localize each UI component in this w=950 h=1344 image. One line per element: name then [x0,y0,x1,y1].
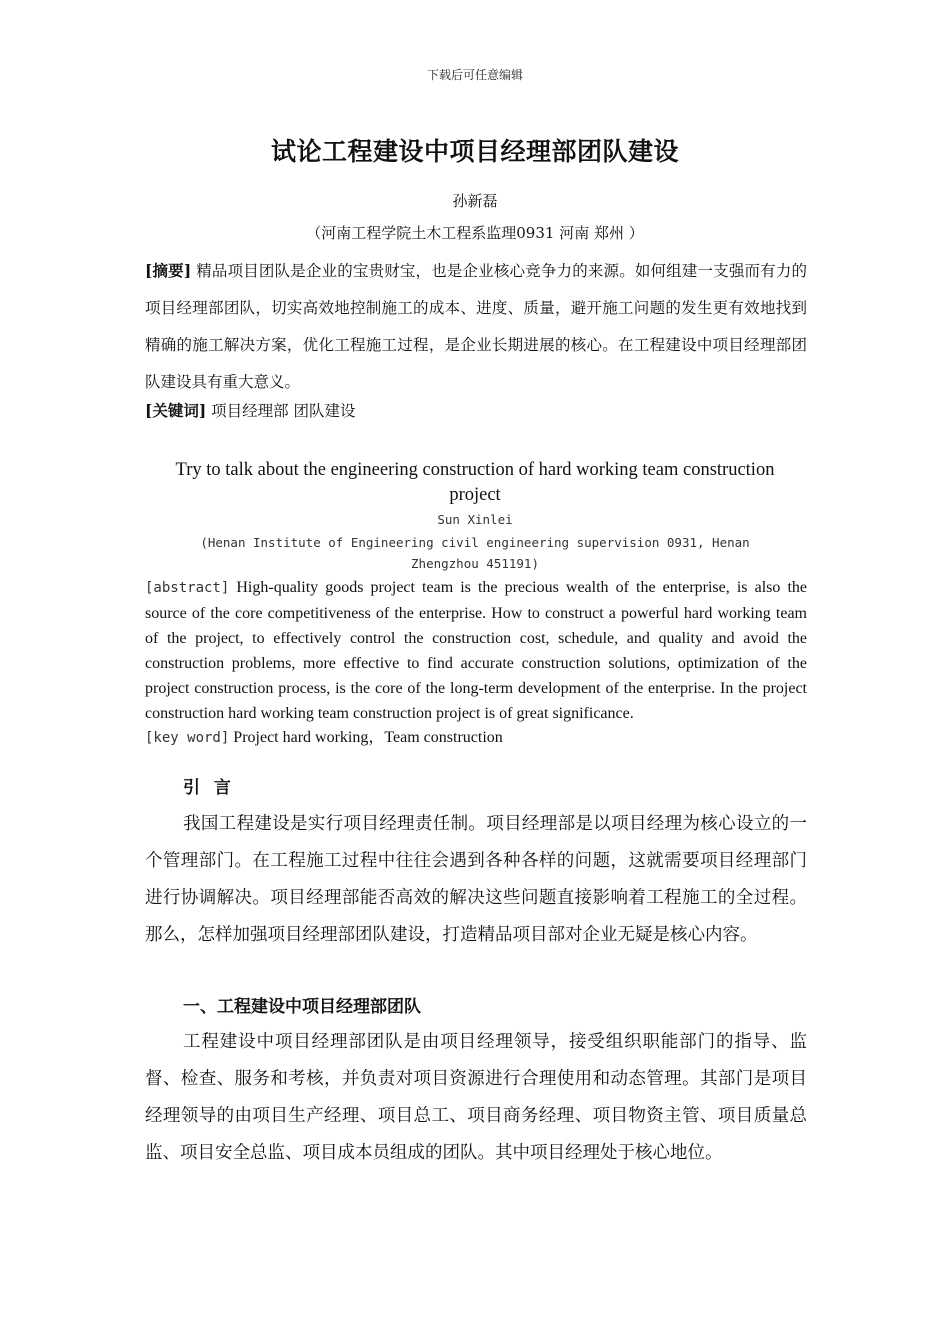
author-name: 孙新磊 [452,192,498,210]
section1-paragraph: 工程建设中项目经理部团队是由项目经理领导，接受组织职能部门的指导、监督、检查、服务和考核，并负责对项目资源进行合理使用和动态管理。其部门是项目经理领导的由项目生产经理、项目总工、项目商务经理、项目物资主管、项目质量总监、项目安全总监、项目成本员组成的团队。其中项目经理处于核心地位。 [145,1032,807,1163]
keywords-cn-text: 项目经理部 团队建设 [206,402,356,420]
english-affiliation: (Henan Institute of Engineering civil engineering supervision 0931, Henan Zhengzhou 451191) [200,535,750,571]
keywords-cn-label: [关键词] [145,401,207,420]
english-abstract-label: [abstract] [145,580,230,596]
header-note: 下载后可任意编辑 [426,68,523,82]
paper-title: 试论工程建设中项目经理部团队建设 [270,137,679,166]
english-keywords [145,725,807,751]
english-abstract-text: High-quality goods project team is the precious wealth of the enterprise, is also the source of the core competitiveness of the enterprise. How to construct a powerful hard working team of the project, to effectively control the construction cost, schedule, and quality and avoid the construction problems, more effective to find accurate construction solutions, optimization of the project construction process, is the core of the long-term development of the enterprise. In the project construction hard working team construction project is of great significance. [145,579,807,722]
abstract-cn-text: 精品项目团队是企业的宝贵财宝，也是企业核心竞争力的来源。如何组建一支强而有力的项目经理部团队，切实高效地控制施工的成本、进度、质量，避开施工问题的发生更有效地找到精确的施工解决方案，优化工程施工过程，是企业长期进展的核心。在工程建设中项目经理部团队建设具有重大意义。 [145,262,808,391]
english-keywords-label: [key word] [145,730,230,746]
keywords-cn [145,397,807,425]
english-title: Try to talk about the engineering construction of hard working team construction project [175,460,775,505]
english-author: Sun Xinlei [437,512,513,527]
abstract-cn-label: [摘要] [145,261,192,280]
intro-heading: 引 言 [183,778,235,798]
english-abstract [145,575,807,726]
english-keywords-text: Project hard working，Team construction [229,729,503,746]
intro-paragraph: 我国工程建设是实行项目经理责任制。项目经理部是以项目经理为核心设立的一个管理部门。在工程施工过程中往往会遇到各种各样的问题，这就需要项目经理部门进行协调解决。项目经理部能否高效的解决这些问题直接影响着工程施工的全过程。那么，怎样加强项目经理部团队建设，打造精品项目部对企业无疑是核心内容。 [145,814,807,945]
abstract-cn [145,252,807,401]
author-affiliation: （河南工程学院土木工程系监理0931 河南 郑州 ） [306,224,644,242]
section1-heading: 一、工程建设中项目经理部团队 [183,997,421,1017]
